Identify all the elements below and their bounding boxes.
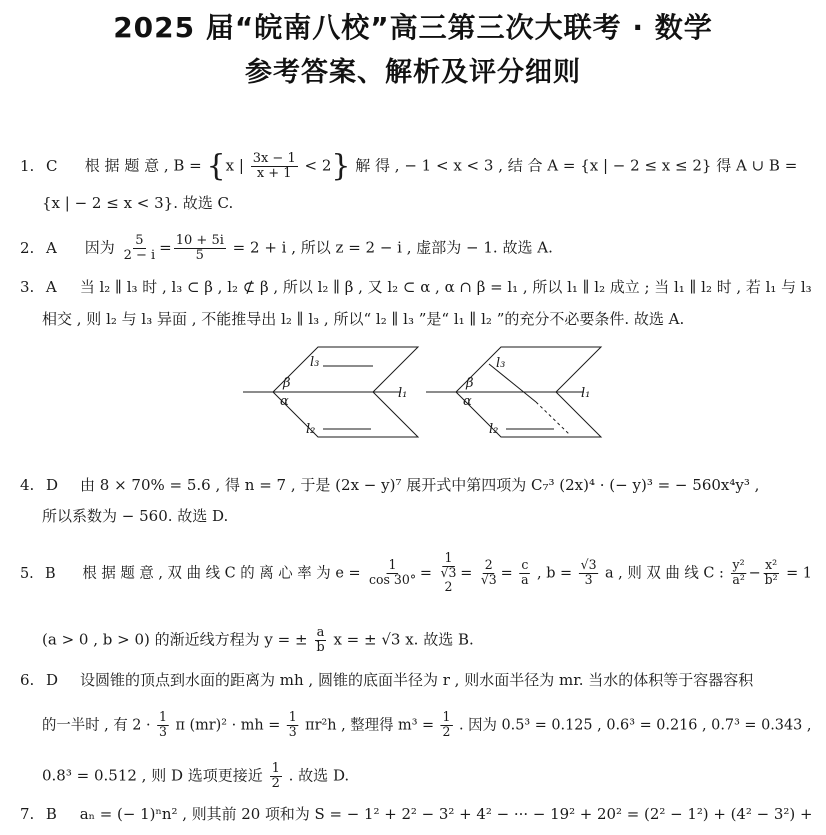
label-l2: l₂: [306, 422, 316, 437]
fraction: $\frac{1}{3}$: [159, 710, 168, 740]
question-4-line-2: 所以系数为 − 560. 故选 D.: [42, 507, 229, 525]
fraction: 1 √3 2: [440, 551, 457, 595]
question-1-line-1: 1. C 根 据 题 意 , B = {x | $\frac{3x - 1}{x + 1}$ < 2} 解 得 , − 1 < x < 3 , 结 合 A = {x | − 2 ≤ x ≤ 2} 得 A ∪ B =: [20, 148, 798, 184]
question-7-line-1: 7. B aₙ = (− 1)ⁿn² , 则其前 20 项和为 S = − 1² + 2² − 3² + 4² − ··· − 19² + 20² = (2² − 1²) + (4² − 3²) +: [20, 805, 813, 823]
question-number: 1.: [20, 156, 35, 175]
label-beta: β: [283, 376, 291, 391]
label-l1: l₁: [581, 386, 591, 401]
page-subtitle: 参考答案、解析及评分细则: [245, 57, 581, 88]
page-title: 2025 届“皖南八校”高三第三次大联考 · 数学: [113, 11, 713, 44]
label-beta: β: [466, 376, 474, 391]
figure-left: [243, 347, 418, 437]
fraction: $\frac{\text{y²}}{\text{a²}}$: [732, 558, 745, 588]
fraction: $\frac{c}{a}$: [521, 558, 529, 588]
fraction: $\frac{1}{2}$: [271, 761, 280, 791]
question-5-line-1: 5. B 根 据 题 意 , 双 曲 线 C 的 离 心 率 为 e = $\frac{1}{\cos 30^\circ}$ = 1 √3 2 = $\frac{2}{√3}$ = $\frac{c}{a}$ , b = $\frac{√3}{3}$ a , 则 双 曲 线 C : $\frac{\text{y²}}{\text{a²}}$ − $\frac{\text{x²}}{\text{b²}}$ = 1: [20, 551, 812, 595]
label-alpha: α: [463, 394, 472, 409]
question-6-line-3: 0.8³ = 0.512 , 则 D 选项更接近 $\frac{1}{2}$ . 故选 D.: [42, 761, 350, 791]
question-5-line-2: (a > 0 , b > 0) 的渐近线方程为 y = ± $\frac{a}{b}$ x = ± √3 x. 故选 B.: [42, 625, 474, 655]
label-l1: l₁: [398, 386, 408, 401]
fraction: $\frac{√3}{3}$: [580, 558, 597, 588]
fraction: $\frac{5}{2 - i}$: [123, 233, 156, 263]
fraction: $\frac{1}{3}$: [288, 710, 297, 740]
figure-right: [426, 347, 601, 437]
fraction: $\frac{\text{x²}}{\text{b²}}$: [764, 558, 778, 588]
plane-intersection-figure: [243, 342, 591, 464]
label-l3: l₃: [310, 355, 320, 370]
question-6-line-2: 的一半时 , 有 2 · $\frac{1}{3}$ π (mr)² · mh = $\frac{1}{3}$ πr²h , 整理得 m³ = $\frac{1}{2}$ . 因为 0.5³ = 0.125 , 0.6³ = 0.216 , 0.7³ = 0.343 ,: [42, 710, 812, 740]
question-3-line-2: 相交 , 则 l₂ 与 l₃ 异面 , 不能推导出 l₂ ∥ l₃ , 所以“ l₂ ∥ l₃ ”是“ l₁ ∥ l₂ ”的充分不必要条件. 故选 A.: [42, 310, 685, 328]
label-l2: l₂: [489, 422, 499, 437]
fraction: $\frac{a}{b}$: [316, 625, 325, 655]
question-3-line-1: 3. A 当 l₂ ∥ l₃ 时 , l₃ ⊂ β , l₂ ⊄ β , 所以 l₂ ∥ β , 又 l₂ ⊂ α , α ∩ β = l₁ , 所以 l₁ ∥ l₂ 成立 ; 当 l₁ ∥ l₂ 时 , 若 l₁ 与 l₃: [20, 278, 812, 296]
question-2-line-1: 2. A 因为 $\frac{5}{2 - i}$ = $\frac{10 + 5i}{5}$ = 2 + i , 所以 z = 2 − i , 虚部为 − 1. 故选 A.: [20, 233, 553, 263]
fraction: $\frac{2}{√3}$: [480, 558, 497, 588]
label-l3: l₃: [496, 356, 506, 371]
answer-letter: C: [46, 156, 58, 175]
fraction: $\frac{1}{2}$: [442, 710, 451, 740]
question-1-line-2: {x | − 2 ≤ x < 3}. 故选 C.: [42, 194, 234, 212]
question-4-line-1: 4. D 由 8 × 70% = 5.6 , 得 n = 7 , 于是 (2x − y)⁷ 展开式中第四项为 C₇³ (2x)⁴ · (− y)³ = − 560x⁴y³ ,: [20, 476, 760, 494]
fraction: $\frac{3x - 1}{x + 1}$: [252, 151, 296, 181]
question-6-line-1: 6. D 设圆锥的顶点到水面的距离为 mh , 圆锥的底面半径为 r , 则水面半径为 mr. 当水的体积等于容器容积: [20, 671, 754, 689]
fraction: $\frac{1}{\cos 30^\circ}$: [368, 558, 417, 588]
fraction: $\frac{10 + 5i}{5}$: [175, 233, 224, 263]
label-alpha: α: [280, 394, 289, 409]
